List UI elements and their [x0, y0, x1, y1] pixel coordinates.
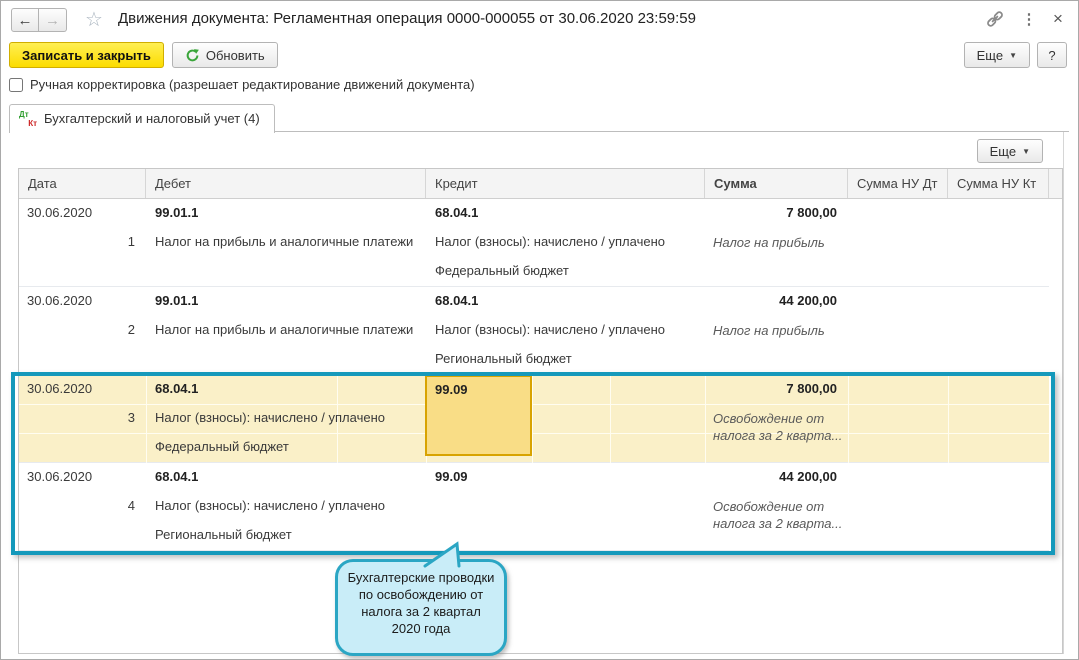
- dt-label: Дт: [19, 109, 29, 119]
- column-header-sum-nu-kt[interactable]: Сумма НУ Кт: [948, 169, 1049, 198]
- tab-label: Бухгалтерский и налоговый учет (4): [44, 111, 260, 126]
- table-more-button[interactable]: [977, 139, 1043, 163]
- debit-credit-icon: [18, 110, 38, 128]
- cell-amount: 7 800,00: [786, 205, 837, 220]
- cell-debit-account: 68.04.1: [155, 469, 199, 484]
- window-title: Движения документа: Регламентная операция 0000-000055 от 30.06.2020 23:59:59: [118, 10, 696, 27]
- callout-tail: [409, 539, 471, 569]
- table-row-highlighted[interactable]: [19, 375, 1049, 463]
- cell-debit-subconto1: Налог на прибыль и аналогичные платежи: [155, 322, 414, 337]
- cell-row-number: 1: [127, 234, 135, 249]
- cell-date: 30.06.2020: [27, 381, 93, 396]
- toolbar: [9, 42, 278, 68]
- cell-debit-subconto1: Налог на прибыль и аналогичные платежи: [155, 234, 414, 249]
- cell-credit-subconto2: Федеральный бюджет: [435, 263, 569, 278]
- cell-amount-note: Освобождение от налога за 2 кварта...: [713, 499, 843, 531]
- cell-row-number: 4: [127, 498, 135, 513]
- more-button-label: Еще: [976, 47, 1004, 63]
- cell-amount: 7 800,00: [786, 381, 837, 396]
- cell-amount-note: Освобождение от налога за 2 кварта...: [713, 411, 843, 443]
- cell-debit-subconto2: Федеральный бюджет: [155, 439, 289, 454]
- cell-debit-subconto2: Региональный бюджет: [155, 527, 292, 542]
- chain-link-icon: [986, 10, 1004, 28]
- grid-line: [19, 433, 1049, 434]
- grid-line: [848, 375, 849, 463]
- save-and-close-button[interactable]: Записать и закрыть: [9, 42, 164, 68]
- content-panel-edge: [1063, 132, 1064, 654]
- cell-amount: 44 200,00: [779, 469, 837, 484]
- cell-debit-account: 99.01.1: [155, 205, 199, 220]
- kebab-menu-icon[interactable]: ⋮: [1021, 11, 1037, 28]
- manual-adjustment-checkbox[interactable]: [9, 78, 23, 92]
- table-row[interactable]: [19, 199, 1049, 287]
- cell-credit-subconto2: Региональный бюджет: [435, 351, 572, 366]
- chevron-down-icon: ▼: [1009, 50, 1017, 60]
- get-link-icon[interactable]: [984, 9, 1006, 29]
- cell-amount-note: Налог на прибыль: [713, 323, 825, 338]
- column-header-date[interactable]: Дата: [19, 169, 146, 198]
- cell-debit-subconto1: Налог (взносы): начислено / уплачено: [155, 410, 385, 425]
- title-bar: [1, 1, 1078, 38]
- cell-amount: 44 200,00: [779, 293, 837, 308]
- refresh-button-label: Обновить: [205, 47, 265, 63]
- nav-history-group: [11, 8, 67, 32]
- cell-credit-subconto1: Налог (взносы): начислено / уплачено: [435, 234, 665, 249]
- column-header-credit[interactable]: Кредит: [426, 169, 705, 198]
- cell-date: 30.06.2020: [27, 205, 93, 220]
- table-more-label: Еще: [989, 143, 1017, 159]
- table-row[interactable]: [19, 287, 1049, 375]
- selected-cell-credit-account[interactable]: 99.09: [425, 375, 532, 456]
- close-icon[interactable]: ×: [1053, 9, 1063, 28]
- more-button[interactable]: [964, 42, 1030, 68]
- cell-credit-account: 68.04.1: [435, 205, 479, 220]
- refresh-icon: [185, 48, 200, 63]
- cell-debit-account: 68.04.1: [155, 381, 199, 396]
- column-header-debit[interactable]: Дебет: [146, 169, 426, 198]
- grid-line: [610, 375, 611, 463]
- tab-accounting-tax[interactable]: [9, 104, 275, 133]
- cell-credit-account: 99.09: [435, 469, 468, 484]
- cell-debit-subconto1: Налог (взносы): начислено / уплачено: [155, 498, 385, 513]
- cell-amount-note: Налог на прибыль: [713, 235, 825, 250]
- favorites-star-icon[interactable]: ☆: [85, 9, 103, 31]
- postings-table: [18, 168, 1063, 654]
- cell-date: 30.06.2020: [27, 469, 93, 484]
- cell-date: 30.06.2020: [27, 293, 93, 308]
- cell-credit-subconto1: Налог (взносы): начислено / уплачено: [435, 322, 665, 337]
- forward-button[interactable]: →: [39, 8, 67, 32]
- chevron-down-icon: ▼: [1022, 146, 1030, 156]
- cell-credit-account: 68.04.1: [435, 293, 479, 308]
- grid-line: [948, 375, 949, 463]
- column-header-sum[interactable]: Сумма: [705, 169, 848, 198]
- refresh-button[interactable]: [172, 42, 278, 68]
- cell-row-number: 3: [127, 410, 135, 425]
- manual-adjustment-label: Ручная корректировка (разрешает редактирование движений документа): [30, 77, 475, 92]
- table-header: [19, 169, 1062, 199]
- kt-label: Кт: [28, 118, 37, 128]
- help-button[interactable]: ?: [1037, 42, 1067, 68]
- grid-line: [532, 375, 533, 463]
- cell-debit-account: 99.01.1: [155, 293, 199, 308]
- cell-row-number: 2: [127, 322, 135, 337]
- back-button[interactable]: ←: [11, 8, 39, 32]
- column-header-filler: [1049, 169, 1062, 198]
- manual-adjustment-row: [9, 77, 475, 92]
- column-header-sum-nu-dt[interactable]: Сумма НУ Дт: [848, 169, 948, 198]
- grid-line: [19, 404, 1049, 405]
- toolbar-right: [964, 42, 1067, 68]
- callout-bubble: Бухгалтерские проводки по освобождению от налога за 2 квартал 2020 года: [335, 559, 507, 656]
- table-row[interactable]: [19, 463, 1049, 551]
